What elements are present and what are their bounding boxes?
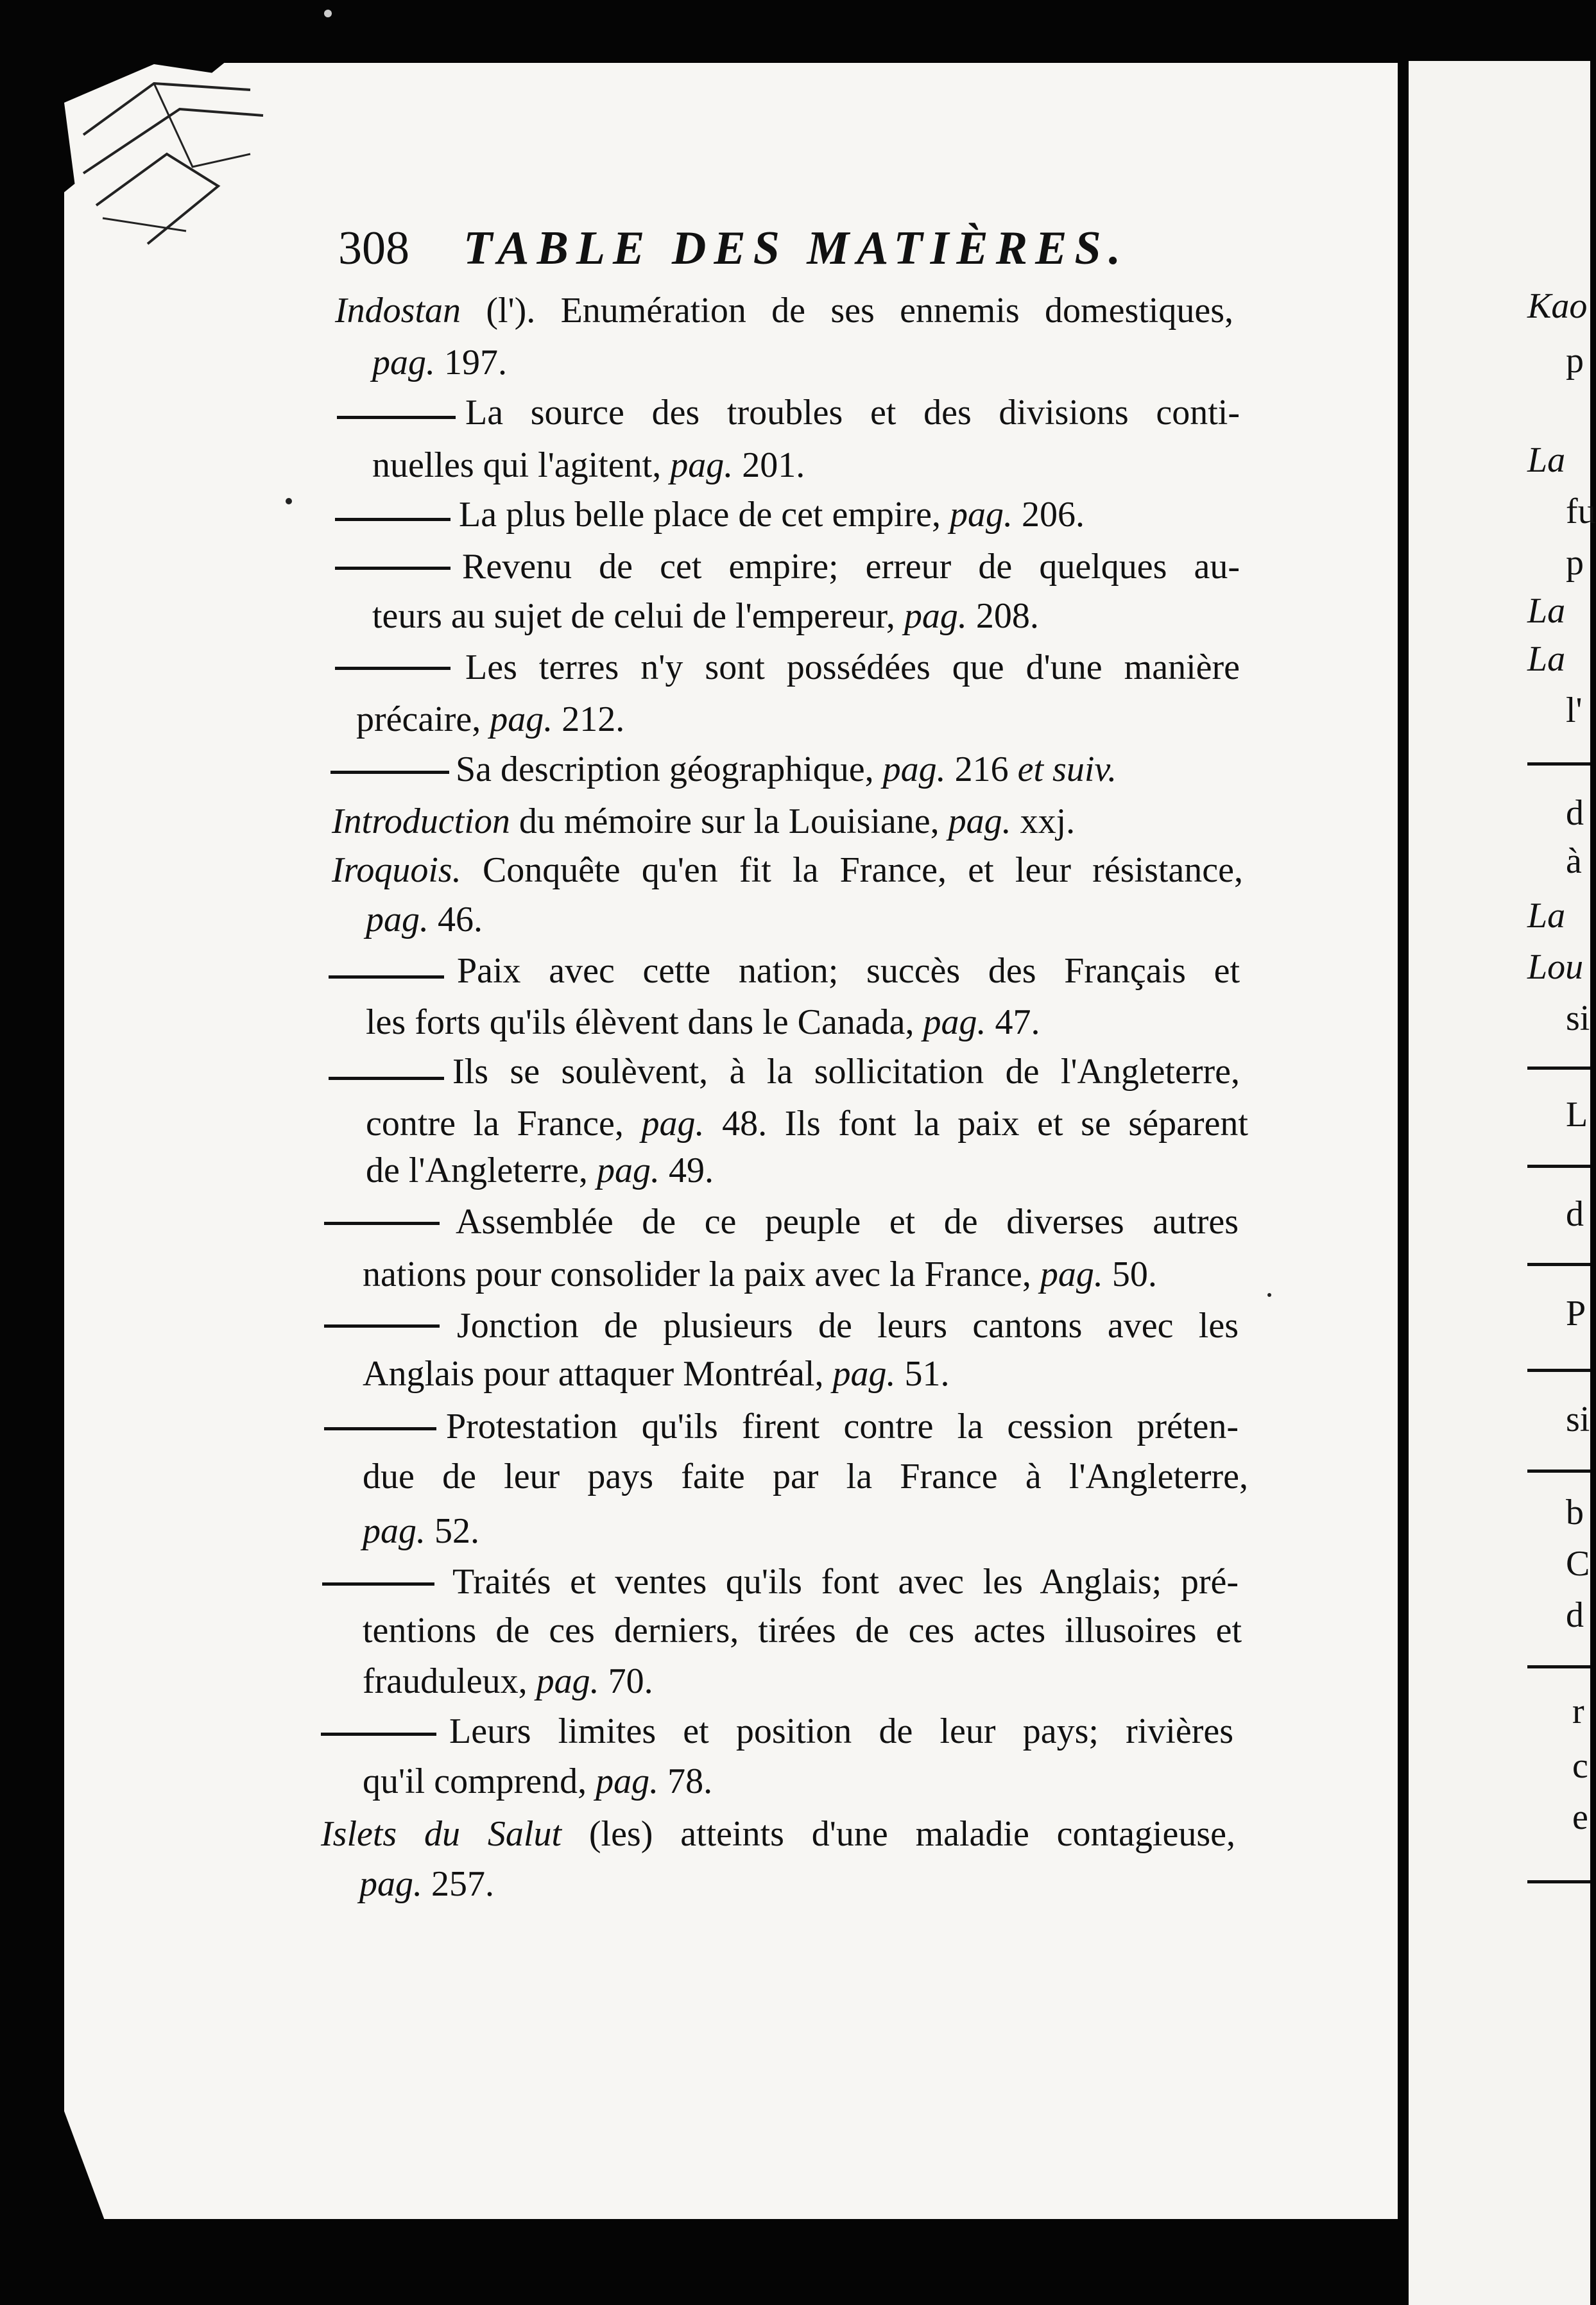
facing-page-fragment: d [1566, 793, 1584, 833]
entry-text: Protestation qu'ils firent contre la cession préten- [446, 1407, 1239, 1446]
facing-page-fragment: p [1566, 341, 1584, 381]
facing-page-fragment: b [1566, 1493, 1584, 1532]
italic-term: pag. [363, 1511, 425, 1551]
italic-term: Islets du Salut [321, 1814, 562, 1854]
entry-text: xxj. [1011, 801, 1076, 841]
facing-page-dash-rule [1527, 1165, 1590, 1168]
entry-text: teurs au sujet de celui de l'empereur, [372, 596, 904, 636]
entry-text: frauduleux, [363, 1661, 536, 1701]
entry-text: La source des troubles et des divisions conti- [465, 393, 1240, 433]
italic-term: pag. [366, 900, 429, 939]
facing-page-fragment: L [1566, 1095, 1588, 1135]
entry-text: 51. [895, 1354, 950, 1394]
entry-text: 201. [733, 445, 805, 485]
ink-speck [324, 10, 332, 17]
entry-text: 216 [945, 750, 1018, 789]
facing-page-dash-rule [1527, 1263, 1590, 1266]
italic-term: pag. [536, 1661, 599, 1701]
entry-text: nations pour consolider la paix avec la France, [363, 1255, 1040, 1294]
entry-text: 257. [422, 1864, 494, 1904]
entry-text: 206. [1012, 495, 1085, 535]
entry-text: 78. [658, 1761, 713, 1801]
entry-text: Assemblée de ce peuple et de diverses autres [456, 1202, 1239, 1242]
ink-speck [1267, 1293, 1271, 1297]
entry-text: Conquête qu'en fit la France, et leur résistance, [461, 850, 1243, 890]
entry-text: Paix avec cette nation; succès des Français et [457, 951, 1240, 991]
italic-term: pag. [372, 343, 435, 382]
facing-page-fragment: Lou [1527, 947, 1584, 987]
facing-page-dash-rule [1527, 1470, 1590, 1473]
italic-term: Indostan [335, 291, 461, 330]
italic-term: Iroquois. [332, 850, 461, 890]
facing-page-dash-rule [1527, 762, 1590, 766]
facing-page-dash-rule [1527, 1369, 1590, 1372]
facing-page-fragment: e [1572, 1797, 1588, 1837]
entry-text: Sa description géographique, [456, 750, 883, 789]
italic-term: pag. [948, 801, 1011, 841]
entry-text: nuelles qui l'agitent, [372, 445, 671, 485]
facing-page-fragment: d [1566, 1194, 1584, 1234]
italic-term: pag. [596, 1151, 660, 1190]
facing-page-dash-rule [1527, 1067, 1590, 1070]
italic-term: pag. [923, 1002, 986, 1042]
entry-text: Revenu de cet empire; erreur de quelques au- [462, 547, 1240, 587]
italic-term: pag. [882, 750, 946, 789]
facing-page-fragment: C [1566, 1544, 1590, 1584]
ink-speck [286, 498, 292, 504]
entry-text: 46. [429, 900, 483, 939]
facing-page-fragment: d [1566, 1595, 1584, 1635]
entry-text: Jonction de plusieurs de leurs cantons avec les [457, 1306, 1239, 1346]
facing-page-fragment: P [1566, 1294, 1586, 1333]
entry-text: 48. Ils font la paix et se séparent [704, 1104, 1248, 1144]
entry-text: Traités et ventes qu'ils font avec les Anglais; pré- [452, 1562, 1239, 1602]
facing-page-fragment: l' [1566, 690, 1583, 730]
facing-page-fragment: Kao [1527, 286, 1588, 326]
entry-text: de l'Angleterre, [366, 1151, 597, 1190]
entry-text: 212. [553, 699, 625, 739]
facing-page-fragment: La [1527, 440, 1566, 480]
entry-text: La plus belle place de cet empire, [459, 495, 950, 535]
entry-text: qu'il comprend, [363, 1761, 596, 1801]
facing-page-fragment: r [1572, 1692, 1584, 1731]
running-title: TABLE DES MATIÈRES. [463, 222, 1129, 275]
entry-text: 208. [966, 596, 1039, 636]
entry-text: du mémoire sur la Louisiane, [510, 801, 948, 841]
entry-text: 50. [1103, 1255, 1157, 1294]
italic-term: pag. [904, 596, 967, 636]
entry-text: précaire, [356, 699, 490, 739]
entry-text: (l'). Enumération de ses ennemis domestiques, [461, 291, 1233, 330]
italic-term: pag. [949, 495, 1013, 535]
italic-term: pag. [1040, 1255, 1103, 1294]
entry-text: tentions de ces derniers, tirées de ces actes illusoires et [363, 1611, 1242, 1650]
facing-page-fragment: p [1566, 543, 1584, 583]
facing-page-dash-rule [1527, 1880, 1590, 1883]
italic-term: pag. [670, 445, 734, 485]
entry-text: Leurs limites et position de leur pays; rivières [449, 1711, 1233, 1751]
facing-page-dash-rule [1527, 1665, 1590, 1668]
entry-text: 70. [599, 1661, 653, 1701]
entry-text: les forts qu'ils élèvent dans le Canada, [366, 1002, 923, 1042]
facing-page-fragment: si [1566, 998, 1590, 1038]
facing-page-fragment: La [1527, 896, 1566, 936]
page-number: 308 [338, 222, 409, 275]
entry-text: (les) atteints d'une maladie contagieuse, [562, 1814, 1235, 1854]
facing-page-fragment: à [1566, 841, 1582, 881]
facing-page-fragment: La [1527, 591, 1566, 631]
entry-text: 52. [425, 1511, 479, 1551]
entry-text: 47. [986, 1002, 1040, 1042]
entry-text: 49. [659, 1151, 714, 1190]
facing-page-fragment: La [1527, 639, 1566, 679]
facing-page-fragment: c [1572, 1746, 1588, 1786]
italic-term: pag. [490, 699, 553, 739]
italic-term: pag. [832, 1354, 896, 1394]
italic-term: pag. [641, 1104, 705, 1144]
entry-text: Ils se soulèvent, à la sollicitation de l'Angleterre, [452, 1052, 1240, 1092]
italic-term: et suiv. [1017, 750, 1117, 789]
italic-term: pag. [359, 1864, 422, 1904]
entry-text: 197. [435, 343, 507, 382]
entry-text: Anglais pour attaquer Montréal, [363, 1354, 833, 1394]
italic-term: pag. [596, 1761, 659, 1801]
entry-text: Les terres n'y sont possédées que d'une manière [465, 647, 1240, 687]
facing-page-fragment: fu [1566, 492, 1596, 531]
entry-text: contre la France, [366, 1104, 642, 1144]
entry-text: due de leur pays faite par la France à l'Angleterre, [363, 1457, 1248, 1496]
italic-term: Introduction [332, 801, 510, 841]
facing-page-fragment: si [1566, 1400, 1590, 1439]
